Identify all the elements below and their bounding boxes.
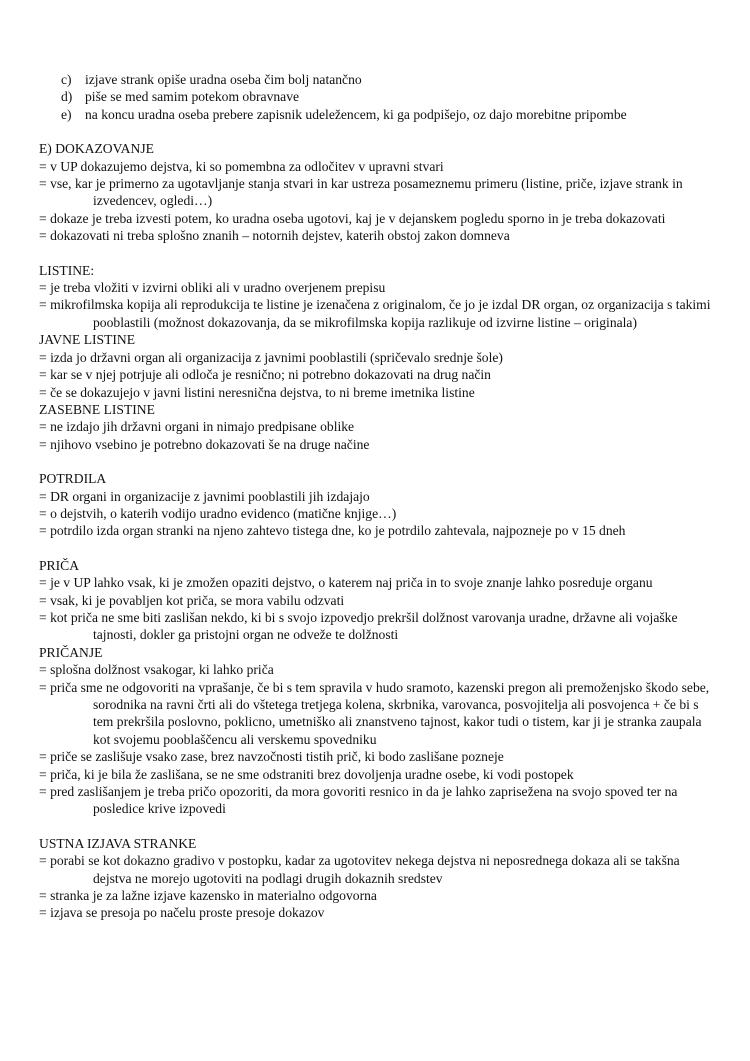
- section-heading: POTRDILA: [39, 471, 107, 487]
- paragraph-line: = pred zaslišanjem je treba pričo opozoriti, da mora govoriti resnico in da je lahko zaprisežena na svojo spoved ter na posledice krive izpovedi: [39, 784, 678, 817]
- section: [39, 644, 719, 818]
- paragraph-line: = izda jo državni organ ali organizacija z javnimi pooblastili (spričevalo srednje šole): [39, 349, 503, 365]
- document-page: [39, 71, 719, 922]
- paragraph-line: = o dejstvih, o katerih vodijo uradno evidenco (matične knjige…): [39, 505, 397, 521]
- paragraph-line: = kot priča ne sme biti zaslišan nekdo, ki bi s svojo izpovedjo prekršil dolžnost varovanja uradne, državne ali vojaške tajnosti, dokler ga pristojni organ ne odveže te dolžnosti: [39, 609, 678, 643]
- list-label: e): [61, 106, 72, 122]
- paragraph-line: = izjava se presoja po načelu proste presoje dokazov: [39, 905, 325, 921]
- section-heading: ZASEBNE LISTINE: [39, 401, 155, 417]
- section: [39, 140, 719, 244]
- section: [39, 401, 719, 453]
- paragraph-line: = dokazovati ni treba splošno znanih – notornih dejstev, katerih obstoj zakon domneva: [39, 228, 510, 244]
- paragraph-line: = v UP dokazujemo dejstva, ki so pomembna za odločitev v upravni stvari: [39, 158, 444, 174]
- section-heading: JAVNE LISTINE: [39, 332, 136, 348]
- paragraph-line: = potrdilo izda organ stranki na njeno zahtevo tistega dne, ko je potrdilo zahtevala, najpozneje po v 15 dneh: [39, 523, 626, 539]
- paragraph-line: = vsak, ki je povabljen kot priča, se mora vabilu odzvati: [39, 592, 345, 608]
- paragraph-line: = stranka je za lažne izjave kazensko in materialno odgovorna: [39, 888, 377, 904]
- list-text: piše se med samim potekom obravnave: [85, 89, 300, 105]
- section: [39, 331, 719, 401]
- paragraph-line: = priča, ki je bila že zaslišana, se ne sme odstraniti brez dovoljenja uradne osebe, ki vodi postopek: [39, 766, 574, 782]
- section-heading: E) DOKAZOVANJE: [39, 141, 154, 157]
- list-item: [39, 106, 719, 123]
- sections-container: [39, 140, 719, 922]
- paragraph-line: = dokaze je treba izvesti potem, ko uradna oseba ugotovi, kaj je v dejanskem pogledu sporno in je treba dokazovati: [39, 210, 666, 226]
- list-item: [39, 71, 719, 88]
- paragraph-line: = splošna dolžnost vsakogar, ki lahko priča: [39, 662, 274, 678]
- list-label: d): [61, 89, 73, 105]
- paragraph-line: = če se dokazujejo v javni listini neresnična dejstva, to ni breme imetnika listine: [39, 384, 475, 400]
- paragraph-line: = priče se zaslišuje vsako zase, brez navzočnosti tistih prič, ki bodo zaslišane pozneje: [39, 749, 504, 765]
- list-text: na koncu uradna oseba prebere zapisnik udeležencem, ki ga podpišejo, oz dajo morebitne pripombe: [85, 106, 627, 122]
- paragraph-line: = je treba vložiti v izvirni obliki ali v uradno overjenem prepisu: [39, 280, 386, 296]
- section-heading: LISTINE:: [39, 262, 95, 278]
- list-item: [39, 88, 719, 105]
- paragraph-line: = mikrofilmska kopija ali reprodukcija te listine je izenačena z originalom, če jo je izdal DR organ, oz organizacija s takimi pooblastili (možnost dokazovanja, da se mikrofilmska kopija razlikuje od izvirne listine – originala): [39, 297, 711, 330]
- paragraph-line: = priča sme ne odgovoriti na vprašanje, če bi s tem spravila v hudo sramoto, kazenski pregon ali premoženjsko škodo sebe, sorodnika na ravni črti ali do vštetega tretjega kolena, skrbnika, varovanca, posvojitelja ali posvojenca + če bi s tem prekršila poslovno, poklicno, umetniško ali znanstveno tajnost, kakor tudi o tistem, kar ji je stranka zaupala kot svojemu pooblaščencu ali verskemu spovedniku: [39, 679, 710, 747]
- section-heading: PRIČA: [39, 557, 80, 573]
- section: [39, 835, 719, 922]
- paragraph-line: = njihovo vsebino je potrebno dokazovati še na druge načine: [39, 436, 370, 452]
- list-text: izjave strank opiše uradna oseba čim bolj natančno: [85, 72, 362, 87]
- paragraph-line: = kar se v njej potrjuje ali odloča je resnično; ni potrebno dokazovati na drug način: [39, 367, 491, 383]
- paragraph-line: = ne izdajo jih državni organi in nimajo predpisane oblike: [39, 419, 355, 435]
- paragraph-line: = DR organi in organizacije z javnimi pooblastili jih izdajajo: [39, 488, 370, 504]
- paragraph-line: = vse, kar je primerno za ugotavljanje stanja stvari in kar ustreza posameznemu primeru (listine, priče, izjave strank in izvedencev, ogledi…): [39, 176, 683, 209]
- paragraph-line: = porabi se kot dokazno gradivo v postopku, kadar za ugotovitev nekega dejstva ni neposrednega dokaza ali se takšna dejstva ne morejo ugotoviti na podlagi drugih dokaznih sredstev: [39, 853, 680, 886]
- section-heading: USTNA IZJAVA STRANKE: [39, 835, 197, 851]
- intro-list: [39, 71, 719, 123]
- section: [39, 262, 719, 332]
- list-label: c): [61, 72, 72, 87]
- section-heading: PRIČANJE: [39, 644, 103, 660]
- paragraph-line: = je v UP lahko vsak, ki je zmožen opaziti dejstvo, o katerem naj priča in to svoje znanje lahko posreduje organu: [39, 575, 653, 591]
- section: [39, 557, 719, 644]
- section: [39, 470, 719, 540]
